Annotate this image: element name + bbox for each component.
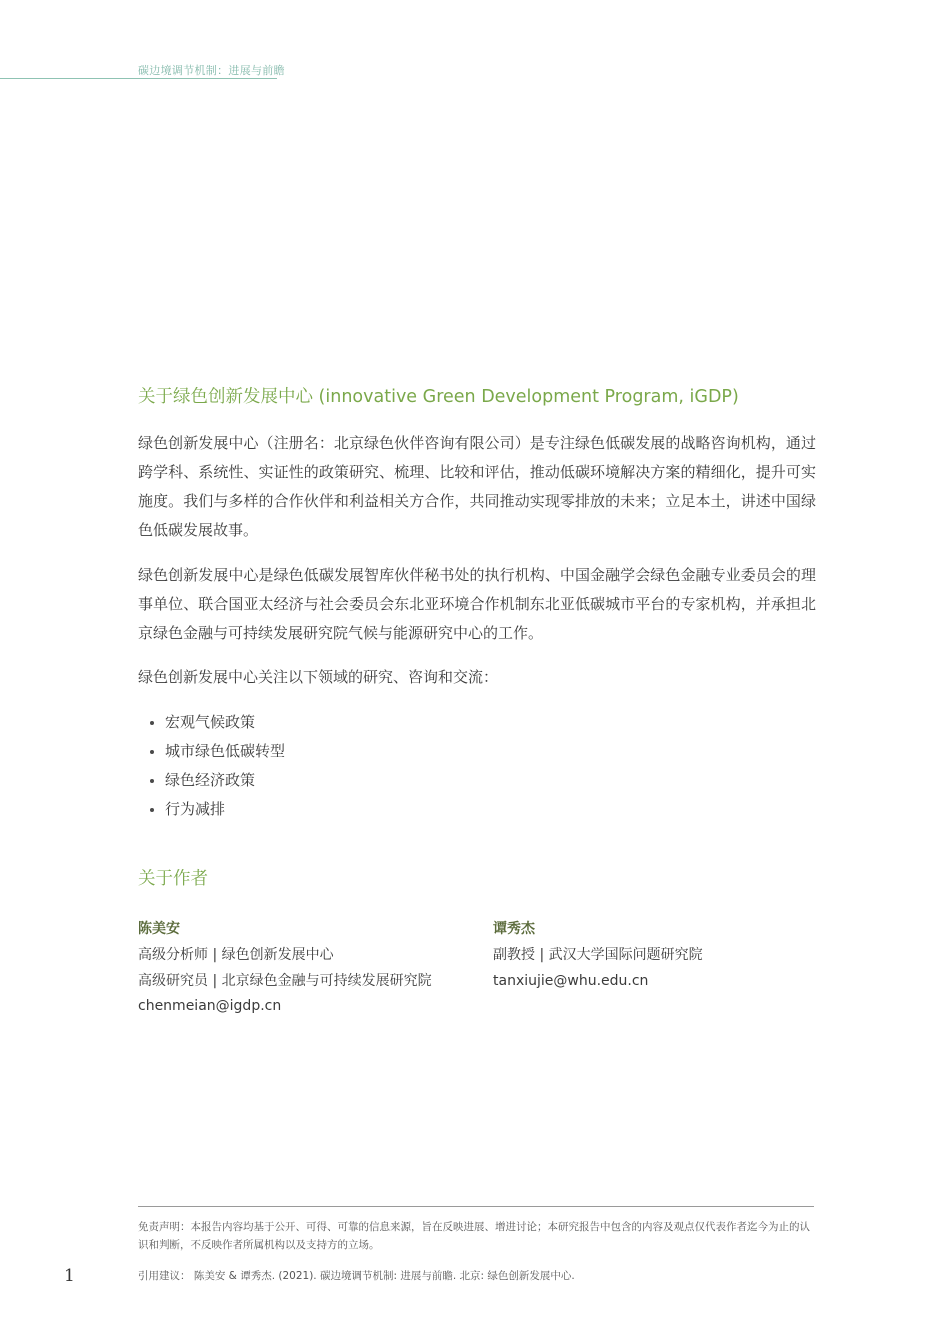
focus-area-label: 城市绿色低碳转型 [165,742,286,760]
igdp-roles-paragraph: 绿色创新发展中心是绿色低碳发展智库伙伴秘书处的执行机构、中国金融学会绿色金融专业委员会的理事单位、联合国亚太经济与社会委员会东北亚环境合作机制东北亚低碳城市平台的专家机构，并承担北京绿色金融与可持续发展研究院气候与能源研究中心的工作。 [138,566,816,642]
author-affiliation: 副教授 | 武汉大学国际问题研究院 [493,947,703,963]
footer-rule [138,1206,814,1207]
focus-area-list [150,708,285,824]
igdp-focus-paragraph: 绿色创新发展中心关注以下领域的研究、咨询和交流： [138,668,499,686]
author-email: tanxiujie@whu.edu.cn [493,972,649,989]
author-name: 陈美安 [138,921,180,937]
bullet-dot-icon [150,721,154,725]
list-item [150,708,285,737]
running-header: 碳边境调节机制：进展与前瞻 [138,64,285,77]
author-name: 谭秀杰 [493,921,535,937]
list-item [150,795,285,824]
igdp-section-title: 关于绿色创新发展中心 (innovative Green Development Program, iGDP) [138,387,739,407]
focus-area-label: 绿色经济政策 [165,771,256,789]
citation-text: 引用建议： 陈美安 & 谭秀杰. (2021). 碳边境调节机制: 进展与前瞻. 北京: 绿色创新发展中心. [138,1270,575,1282]
author-card-tan [493,918,703,994]
page-number: 1 [64,1266,75,1286]
bullet-dot-icon [150,808,154,812]
author-email: chenmeian@igdp.cn [138,998,282,1014]
list-item [150,766,285,795]
bullet-dot-icon [150,750,154,754]
author-affiliation: 高级研究员 | 北京绿色金融与可持续发展研究院 [138,972,432,989]
header-rule [0,78,277,79]
list-item [150,737,285,766]
disclaimer-text: 免责声明：本报告内容均基于公开、可得、可靠的信息来源，旨在反映进展、增进讨论；本研究报告中包含的内容及观点仅代表作者迄今为止的认识和判断，不反映作者所属机构以及支持方的立场。 [138,1221,810,1251]
author-affiliation: 高级分析师 | 绿色创新发展中心 [138,947,334,963]
focus-area-label: 宏观气候政策 [165,713,256,731]
author-card-chen [138,918,432,1020]
authors-section-title: 关于作者 [138,869,208,889]
igdp-intro-paragraph: 绿色创新发展中心（注册名：北京绿色伙伴咨询有限公司）是专注绿色低碳发展的战略咨询机构，通过跨学科、系统性、实证性的政策研究、梳理、比较和评估，推动低碳环境解决方案的精细化，提升可实施度。我们与多样的合作伙伴和利益相关方合作，共同推动实现零排放的未来；立足本土，讲述中国绿色低碳发展故事。 [138,434,816,539]
focus-area-label: 行为减排 [165,800,226,818]
bullet-dot-icon [150,779,154,783]
